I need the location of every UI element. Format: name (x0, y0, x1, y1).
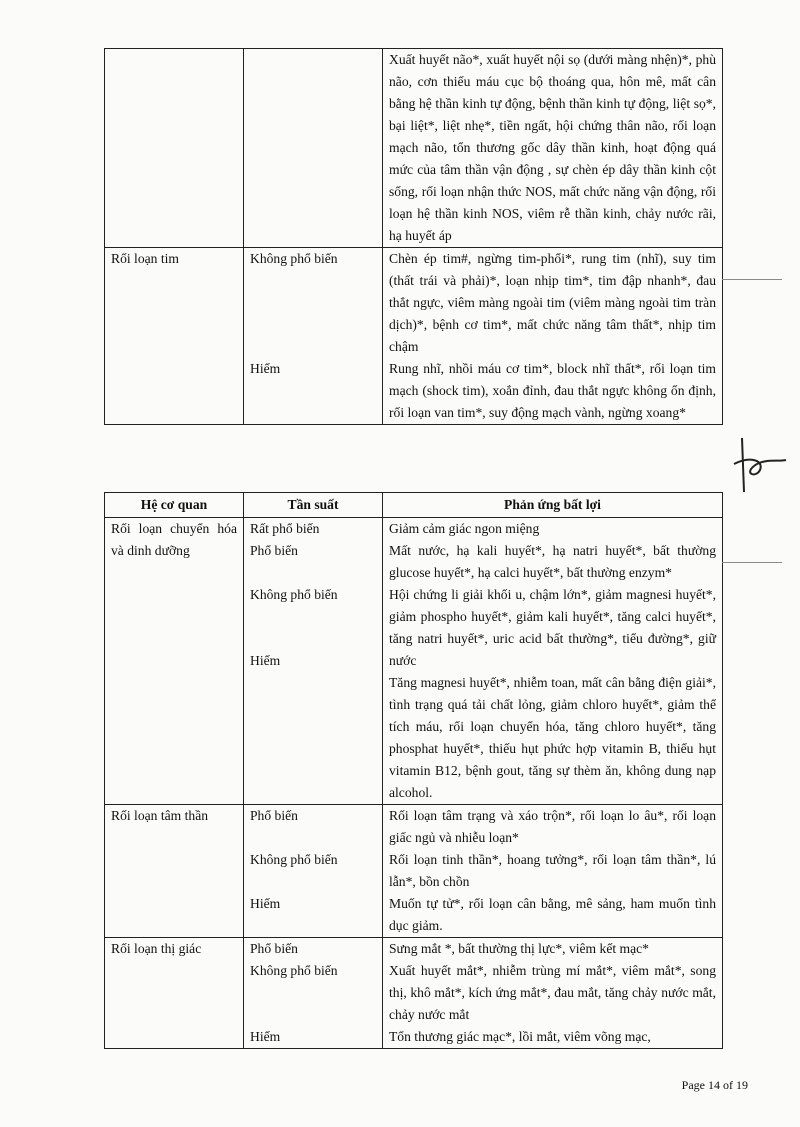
reaction-cell (383, 938, 723, 1049)
organ-cell: Rối loạn tâm thần (105, 805, 244, 938)
reaction-text: Tổn thương giác mạc*, lồi mắt, viêm võng mạc, (389, 1029, 651, 1044)
frequency-cell (244, 49, 383, 248)
frequency-label: Hiếm (250, 361, 281, 376)
organ-cell: Rối loạn chuyển hóa và dinh dưỡng (105, 518, 244, 805)
reaction-text: Tăng magnesi huyết*, nhiễm toan, mất cân bằng điện giải*, tình trạng quá tải chất lỏng, giảm chloro huyết*, giảm thể tích máu, rối loạn chuyển hóa, tăng chloro huyết*, tăng phosphat huyết*, thiếu hụt phức hợp vitamin B, thiếu hụt vitamin B12, bệnh gout, tăng sự thèm ăn, không dung nạp alcohol. (389, 675, 716, 800)
frequency-label: Hiếm (250, 653, 281, 668)
organ-cell: Rối loạn thị giác (105, 938, 244, 1049)
column-header-adverse-reaction: Phản ứng bất lợi (383, 493, 723, 518)
reaction-cell (383, 518, 723, 805)
reaction-text: Mất nước, hạ kali huyết*, hạ natri huyết*, bất thường glucose huyết*, hạ calci huyết*, bất thường enzym* (389, 543, 716, 580)
reaction-text: Xuất huyết mắt*, nhiễm trùng mí mắt*, viêm mắt*, song thị, khô mắt*, kích ứng mắt*, đau mắt, tăng chảy nước mắt, chảy nước mắt (389, 963, 716, 1022)
reaction-text: Rối loạn tâm trạng và xáo trộn*, rối loạn lo âu*, rối loạn giấc ngủ và nhiễu loạn* (389, 808, 716, 845)
signature-mark (730, 430, 790, 500)
adverse-reactions-table (104, 492, 723, 1049)
reaction-text: Muốn tự tử*, rối loạn cân bằng, mê sảng, ham muốn tình dục giảm. (389, 896, 716, 933)
frequency-label: Phổ biến (250, 543, 298, 558)
reaction-cell (383, 805, 723, 938)
reaction-text: Giảm cảm giác ngon miệng (389, 521, 540, 536)
frequency-label: Rất phổ biến (250, 521, 320, 536)
frequency-label: Không phổ biến (250, 251, 338, 266)
reaction-text: Rung nhĩ, nhồi máu cơ tim*, block nhĩ thất*, rối loạn tim mạch (shock tim), xoắn đỉnh, đau thắt ngực không ổn định, rối loạn van tim*, suy động mạch vành, ngừng xoang* (389, 361, 716, 420)
frequency-cell (244, 938, 383, 1049)
column-header-organ-system: Hệ cơ quan (105, 493, 244, 518)
frequency-cell (244, 248, 383, 425)
reaction-cell: Xuất huyết não*, xuất huyết nội sọ (dưới màng nhện)*, phù não, cơn thiếu máu cục bộ thoáng qua, hôn mê, mất cân bằng hệ thần kinh tự động, bệnh thần kinh tự động, liệt sọ*, bại liệt*, liệt nhẹ*, tiền ngất, hội chứng thân não, rối loạn mạch não, tổn thương gốc dây thần kinh, hoạt động quá mức của tâm thần vận động , sự chèn ép dây thần kinh cột sống, rối loạn nhận thức NOS, mất chức năng vận động, rối loạn hệ thần kinh NOS, viêm rễ thần kinh, chảy nước rãi, hạ huyết áp (383, 49, 723, 248)
table-row (105, 49, 723, 248)
frequency-label: Hiếm (250, 1029, 281, 1044)
table-row (105, 805, 723, 938)
frequency-label: Phổ biến (250, 808, 298, 823)
frequency-label: Hiếm (250, 896, 281, 911)
reaction-text: Hội chứng li giải khối u, chậm lớn*, giảm magnesi huyết*, giảm phospho huyết*, giảm kali huyết*, tăng calci huyết*, tăng natri huyết*, uric acid bất thường*, tiểu đường*, giữ nước (389, 587, 716, 668)
page-number: Page 14 of 19 (681, 1078, 748, 1092)
frequency-label: Phổ biến (250, 941, 298, 956)
frequency-label: Không phổ biến (250, 852, 338, 867)
organ-cell: Rối loạn tim (105, 248, 244, 425)
frequency-cell (244, 805, 383, 938)
column-header-frequency: Tần suất (244, 493, 383, 518)
frequency-cell (244, 518, 383, 805)
organ-cell (105, 49, 244, 248)
frequency-label: Không phổ biến (250, 587, 338, 602)
reaction-text: Chèn ép tim#, ngừng tim-phổi*, rung tim (nhĩ), suy tim (thất trái và phải)*, loạn nhịp tim*, tim đập nhanh*, đau thắt ngực, viêm màng ngoài tim (viêm màng ngoài tim tràn dịch)*, bệnh cơ tim*, mất chức năng tâm thất*, nhịp tim chậm (389, 251, 716, 354)
table-header-row (105, 493, 723, 518)
frequency-label: Không phổ biến (250, 963, 338, 978)
scan-line (722, 562, 782, 563)
table-row (105, 938, 723, 1049)
adverse-reactions-table-continued (104, 48, 723, 425)
reaction-cell (383, 248, 723, 425)
reaction-text: Rối loạn tinh thần*, hoang tưởng*, rối loạn tâm thần*, lú lẫn*, bồn chồn (389, 852, 716, 889)
reaction-text: Sưng mắt *, bất thường thị lực*, viêm kết mạc* (389, 941, 649, 956)
table-row (105, 518, 723, 805)
table-row (105, 248, 723, 425)
scan-line (722, 279, 782, 280)
